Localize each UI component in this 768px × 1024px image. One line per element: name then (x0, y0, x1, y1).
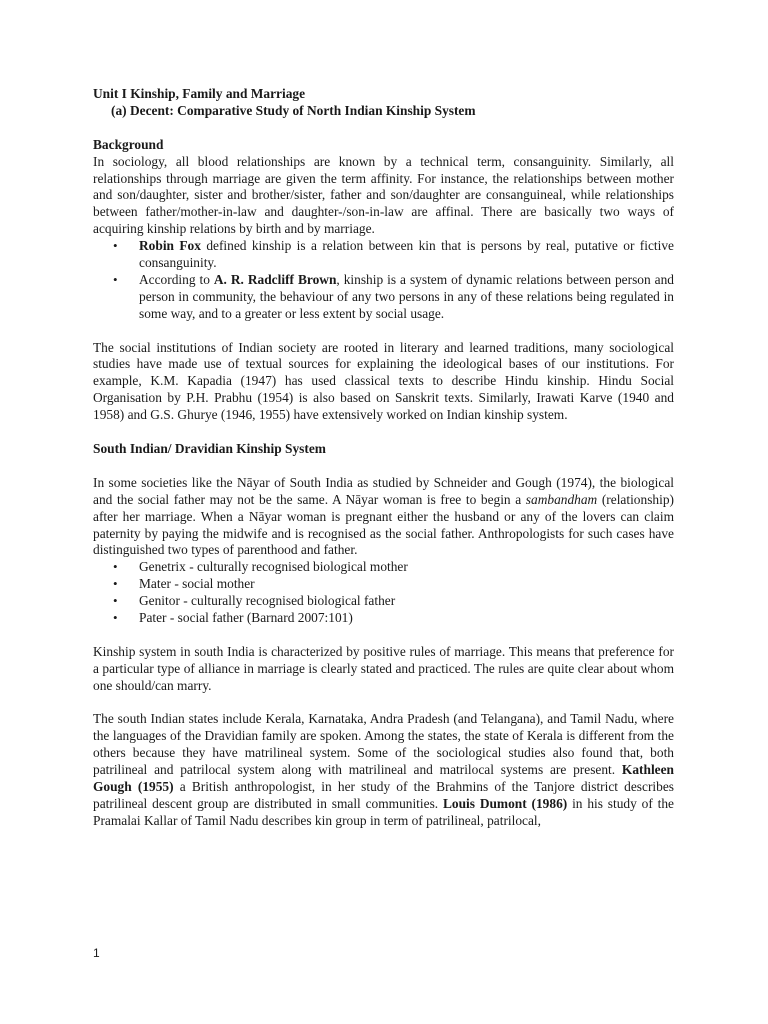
definition-text: defined kinship is a relation between kin that is persons by real, putative or fictive consanguinity. (139, 238, 674, 271)
page-number: 1 (93, 946, 100, 960)
textual-sources-paragraph: The social institutions of Indian society are rooted in literary and learned traditions, many sociological studies have made use of textual sources for explaining the ideological bases of our institutions. For example, K.M. Kapadia (1947) has used classical texts to describe Hindu kinship. Hindu Social Organisation by P.H. Prabhu (1954) is also based on Sanskrit texts. Similarly, Irawati Karve (1940 and 1958) and G.S. Ghurye (1946, 1955) have extensively worked on Indian kinship system. (93, 339, 674, 423)
bullet-icon: • (113, 271, 118, 287)
marriage-rules-paragraph: Kinship system in south India is characterized by positive rules of marriage. This means that preference for a particular type of alliance in marriage is clearly stated and practiced. The rules are quite clear about whom one should/can marry. (93, 643, 674, 693)
parenthood-list (93, 559, 674, 627)
author-name: Louis Dumont (1986) (442, 795, 568, 811)
author-name: Kathleen Gough (1955) (93, 762, 674, 795)
italic-term: sambandham (525, 491, 598, 507)
list-item: • Genetrix - culturally recognised biological mother (113, 559, 408, 575)
bullet-icon: • (113, 576, 118, 592)
bullet-icon: • (113, 610, 118, 626)
south-states-paragraph: The south Indian states include Kerala, Karnataka, Andra Pradesh (and Telangana), and Tamil Nadu, where the languages of the Dravidian family are spoken. Among the states, the state of Kerala is different from the others because they have matrilineal system. Some of the sociological studies also found that, both patrilineal and patrilocal system along with matrilineal and matrilocal systems are present. Kathleen Gough (1955) a British anthropologist, in her study of the Brahmins of the Tanjore district describes patrilineal descent group are distributed in small communities. Louis Dumont (1986) in his study of the Pramalai Kallar of Tamil Nadu describes kin group in term of patrilineal, patrilocal, (93, 711, 675, 828)
south-indian-heading: South Indian/ Dravidian Kinship System (93, 440, 326, 456)
list-item (93, 238, 674, 272)
bullet-icon: • (113, 593, 118, 609)
background-paragraph: In sociology, all blood relationships are known by a technical term, consanguinity. Similarly, all relationships through marriage are given the term affinity. For instance, the relationships between mother and son/daughter, sister and brother/sister, father and son/daughter are consanguineal, while relationships between father/mother-in-law and daughter-/son-in-law are affinal. There are basically two ways of acquiring kinship relations by birth and by marriage. (93, 153, 674, 237)
document-page (93, 86, 674, 830)
section-subtitle: (a) Decent: Comparative Study of North Indian Kinship System (111, 102, 476, 118)
definition-list (93, 238, 674, 323)
bullet-icon: • (113, 559, 118, 575)
definition-text: According to (139, 271, 214, 287)
list-item: • Mater - social mother (113, 576, 255, 592)
list-item: • Pater - social father (Barnard 2007:101) (113, 610, 353, 626)
bullet-icon: • (113, 238, 118, 254)
author-name: Robin Fox (139, 238, 201, 254)
author-name: A. R. Radcliff Brown (213, 271, 337, 287)
unit-title: Unit I Kinship, Family and Marriage (93, 86, 306, 101)
list-item: • Genitor - culturally recognised biological father (113, 593, 396, 609)
nayar-paragraph: In some societies like the Nāyar of South India as studied by Schneider and Gough (1974), the biological and the social father may not be the same. A Nāyar woman is free to begin a sambandham (relationship) after her marriage. When a Nāyar woman is pregnant either the husband or any of the lovers can claim paternity by paying the midwife and is recognised as the social father. Anthropologists for such cases have distinguished two types of parenthood and father. (93, 474, 674, 558)
definition-text: , kinship is a system of dynamic relations between person and person in community, the behaviour of any two persons in any of these relations being regulated in some way, and to a greater or less extent by social usage. (139, 271, 674, 321)
list-item (93, 272, 674, 323)
background-heading: Background (93, 136, 164, 152)
